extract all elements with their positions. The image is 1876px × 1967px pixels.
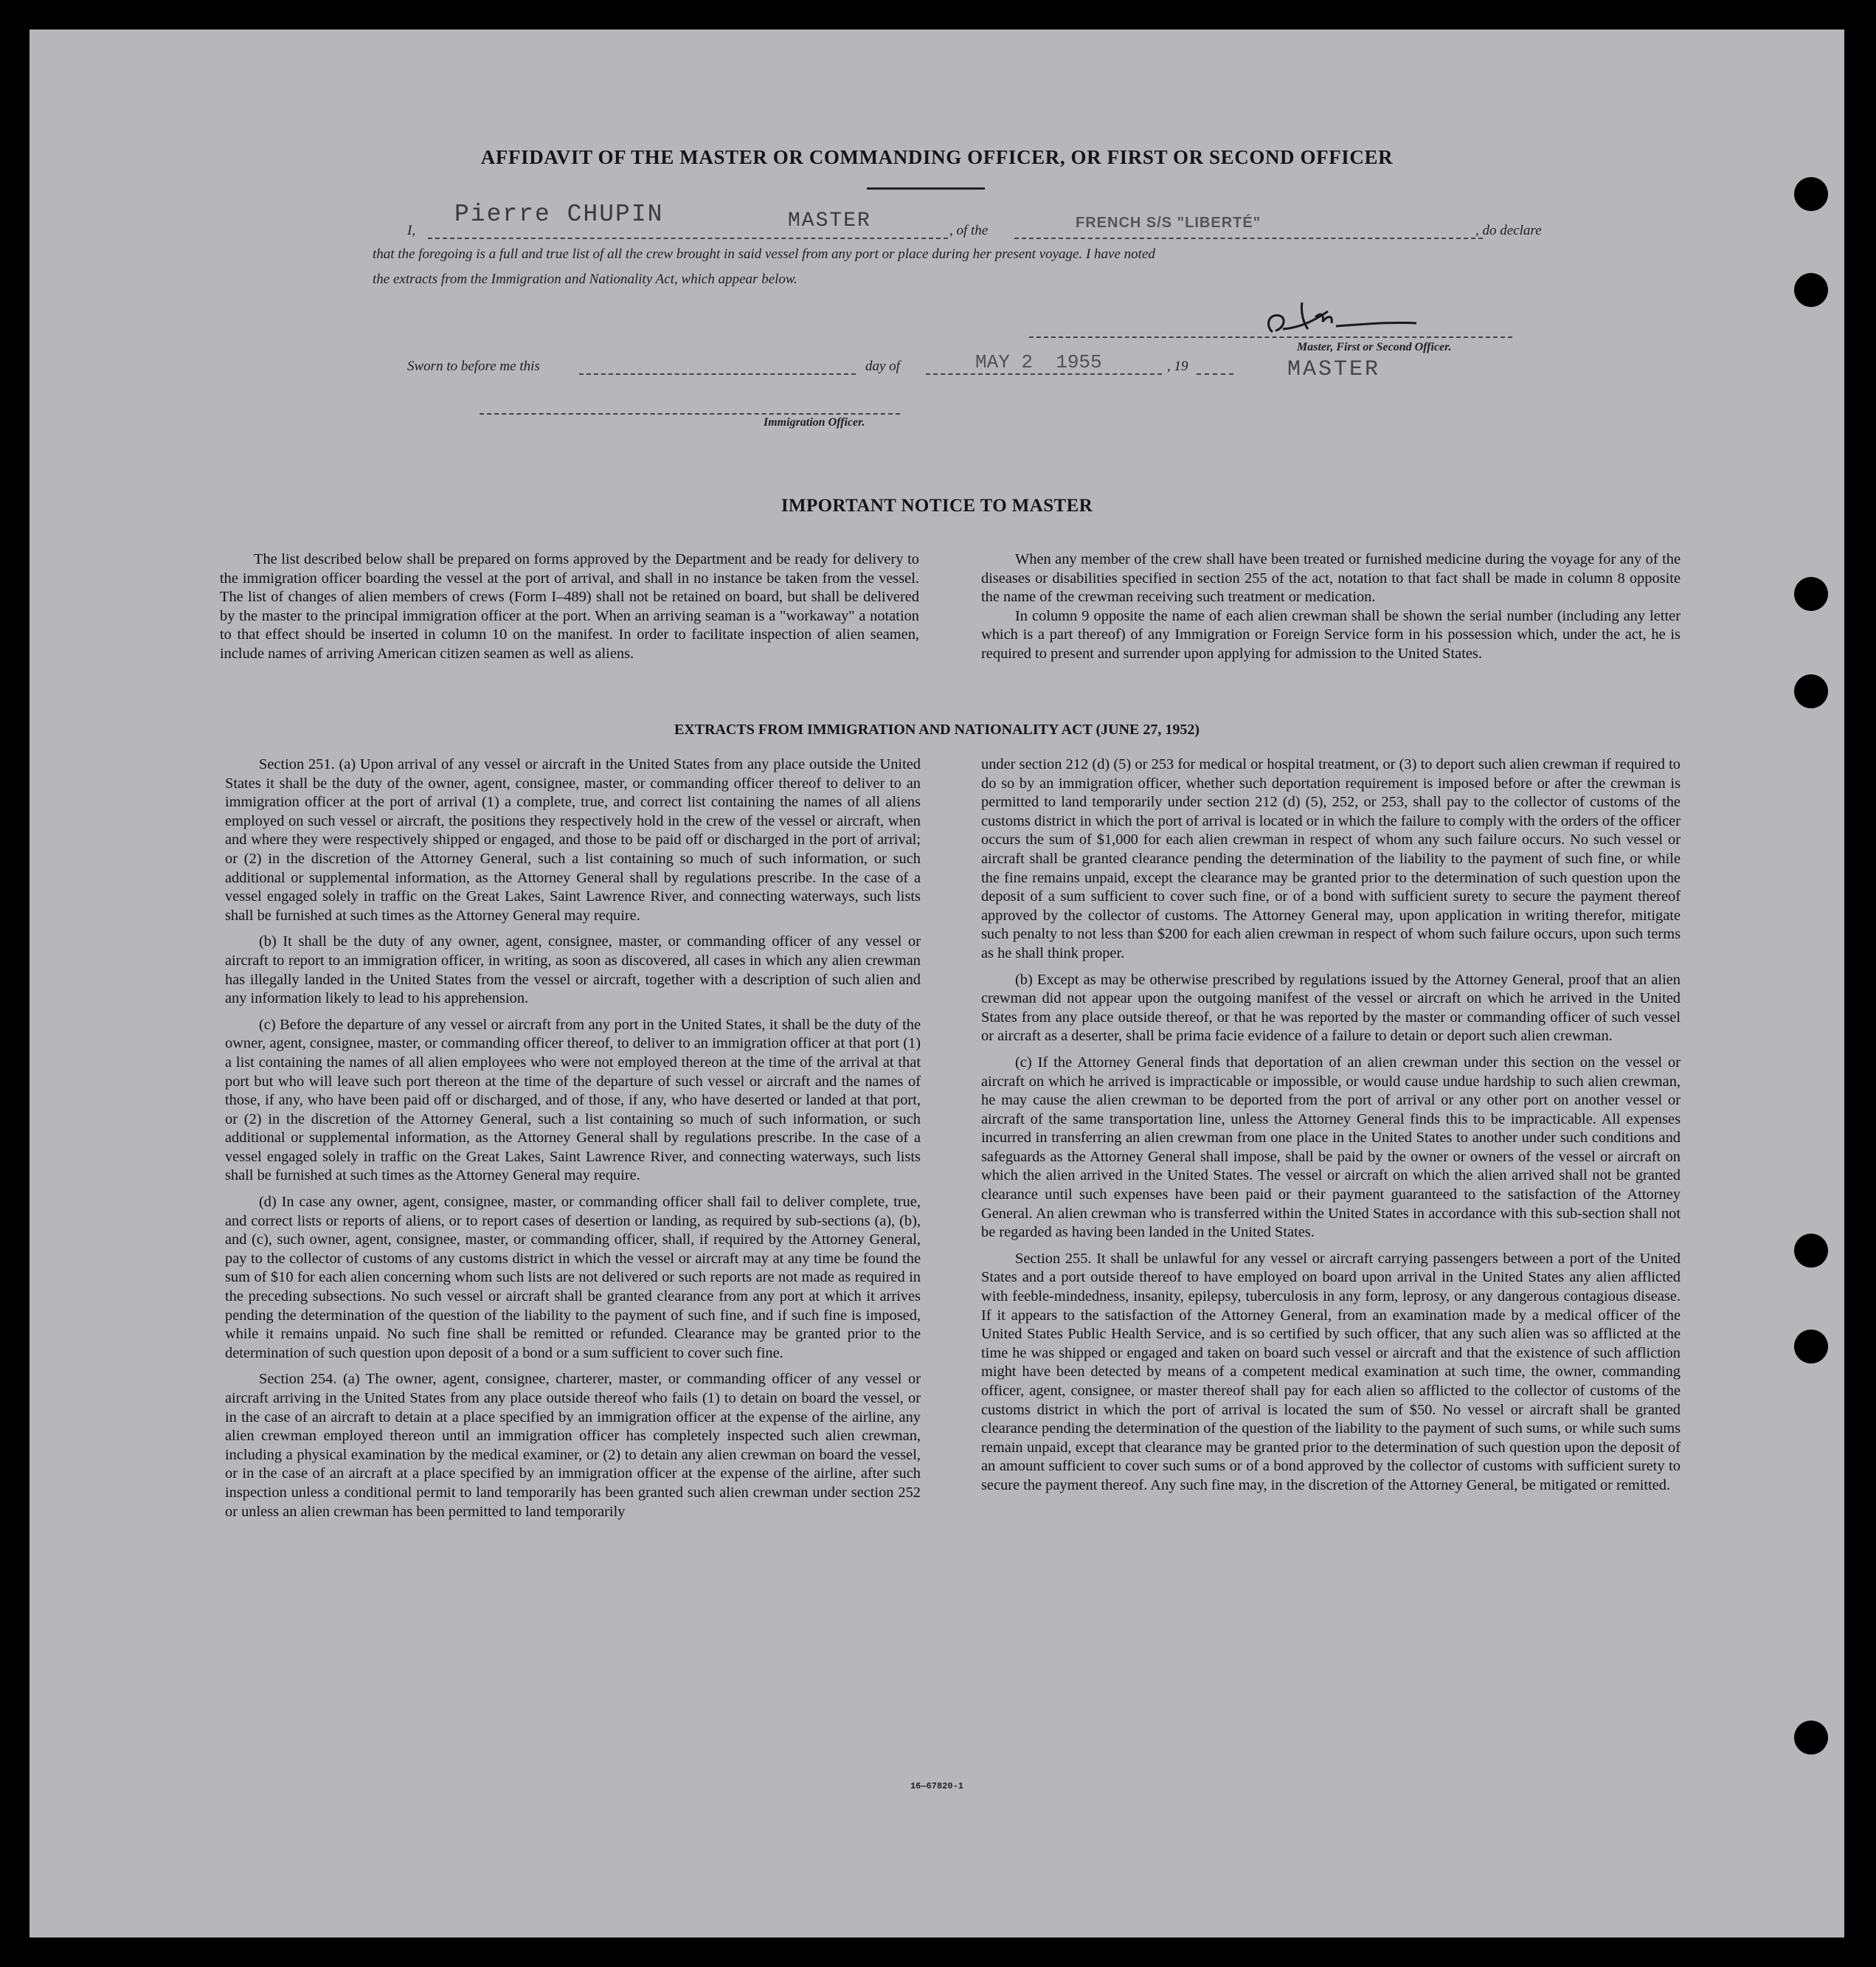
of-the-label: , of the [949, 223, 989, 238]
affidavit-i-label: I, [407, 223, 416, 238]
extract-paragraph: Section 251. (a) Upon arrival of any vessel or aircraft in the United States from any place outside the United States it shall be the duty of the owner, agent, consignee, master, or commanding officer thereof to deliver to an immigration officer at the port of arrival (1) a complete, true, and correct list containing the names of all aliens employed on such vessel or aircraft, the positions they respectively hold in the crew of the vessel or aircraft, when and where they were respectively shipped or engaged, and those to be paid off or discharged in the port of arrival; or (2) in the discretion of the Attorney General, such a list containing so much of such information, or such additional or supplemental information, as the Attorney General shall by regulations prescribe. In the case of a vessel engaged solely in traffic on the Great Lakes, Saint Lawrence River, and connecting waterways, such lists shall be furnished at such times as the Attorney General may require. [225, 756, 921, 924]
binder-hole [1794, 177, 1828, 211]
binder-hole [1794, 1330, 1828, 1363]
notice-paragraph: In column 9 opposite the name of each alien crewman shall be shown the serial number (including any letter which is a part thereof) of any Immigration or Foreign Service form in his possession which, under the act, he is required to present and surrender upon applying for admission to the United States. [981, 607, 1681, 662]
extract-paragraph: (d) In case any owner, agent, consignee, master, or commanding officer shall fail to deliver complete, true, and correct lists or reports of aliens, or to report cases of desertion or landing, as required by sub-sections (a), (b), and (c), such owner, agent, consignee, master, or commanding officer, shall, if required by the Attorney General, pay to the collector of customs of any customs district in which the vessel or aircraft may at any time be found the sum of $10 for each alien concerning whom such lists are not delivered or such reports are not made as required in the preceding subsections. No such vessel or aircraft shall be granted clearance from any port at which it arrives pending the determination of the question of the liability to the payment of such fine, and if such fine is imposed, while it remains unpaid. No such fine shall be remitted or refunded. Clearance may be granted prior to the determination of such question upon deposit of a bond or a sum sufficient to cover such fine. [225, 1194, 921, 1361]
extract-paragraph: Section 254. (a) The owner, agent, consignee, charterer, master, or commanding officer of any vessel or aircraft arriving in the United States from any place outside thereof who fails (1) to detain on board the vessel, or in the case of an aircraft to detain at a place specified by an immigration officer at the expense of the airline, any alien crewman employed thereon until an immigration officer has completely inspected such alien crewman, including a physical examination by the medical examiner, or (2) to detain any alien crewman on board the vessel, or in the case of an aircraft at a place specified by an immigration officer at the expense of the airline, after such inspection unless a conditional permit to land temporarily has been granted such alien crewman under section 252 or unless an alien crewman has been permitted to land temporarily [225, 1371, 921, 1520]
notice-paragraph: The list described below shall be prepared on forms approved by the Department and be ready for delivery to the immigration officer boarding the vessel at the port of arrival, and shall in no instance be taken from the vessel. The list of changes of alien members of crews (Form I–489) shall not be retained on board, but shall be delivered by the master to the principal immigration officer at the port. When an arriving seaman is a "workaway" a notation to that effect should be inserted in column 10 on the manifest. In order to facilitate inspection of alien seamen, include names of arriving American citizen seamen as well as aliens. [220, 551, 919, 662]
form-code: 16—67820-1 [910, 1781, 963, 1791]
notice-right-column [981, 550, 1681, 671]
extract-paragraph: (b) It shall be the duty of any owner, agent, consignee, master, or commanding officer of any vessel or aircraft to report to an immigration officer, in writing, as soon as discovered, all cases in which any alien crewman has illegally landed in the United States from the vessel or aircraft, together with a description of such alien and any information likely to lead to his apprehension. [225, 933, 921, 1007]
document-page [30, 30, 1844, 1937]
extract-paragraph: Section 255. It shall be unlawful for any vessel or aircraft carrying passengers between a port of the United States and a port outside thereof to have employed on board upon arrival in the United States any alien afflicted with feeble-mindedness, insanity, epilepsy, tuberculosis in any form, leprosy, or any dangerous contagious disease. If it appears to the satisfaction of the Attorney General, from an examination made by a medical officer of the United States Public Health Service, and is so certified by such officer, that any such alien was so afflicted at the time he was shipped or engaged and taken on board such vessel or aircraft and that the existence of such affliction might have been detected by means of a competent medical examination at such time, the owner, commanding officer, agent, consignee, or master thereof shall pay for each alien so afflicted to the collector of customs of the customs district in which the port of arrival is located the sum of $50. No vessel or aircraft shall be granted clearance pending the determination of the question of the liability to the payment of such sums, or while such sums remain unpaid, except that clearance may be granted prior to the determination of such question upon the deposit of an amount sufficient to cover such sums or of a bond approved by the collector of customs with sufficient surety to secure the payment thereof. Any such fine may, in the discretion of the Attorney General, be mitigated or remitted. [981, 1250, 1681, 1493]
extract-paragraph: (c) If the Attorney General finds that deportation of an alien crewman under this section on the vessel or aircraft on which he arrived is impracticable or impossible, or would cause undue hardship to such alien crewman, he may cause the alien crewman to be deported from the port of arrival or any other port on another vessel or aircraft of the same transportation line, unless the Attorney General finds this to be impracticable. All expenses incurred in transferring an alien crewman from one place in the United States to another under such conditions and safeguards as the Attorney General shall impose, shall be paid by the owner or owners of the vessel or aircraft on which the alien arrived in the United States. The vessel or aircraft on which the alien arrived shall not be granted clearance until such expenses have been paid or their payment guaranteed to the satisfaction of the Attorney General. An alien crewman who is transferred within the United States in accordance with this sub-section shall not be regarded as having been landed in the United States. [981, 1054, 1681, 1241]
notice-left-column [220, 550, 919, 671]
master-signature [1258, 297, 1427, 341]
sworn-date-blank [926, 373, 1162, 375]
notice-title: IMPORTANT NOTICE TO MASTER [780, 496, 1093, 516]
sworn-day-blank [579, 373, 856, 375]
extract-paragraph: (c) Before the departure of any vessel or aircraft from any port in the United States, it shall be the duty of the owner, agent, consignee, master, or commanding officer thereof, to deliver to an immigration officer at that port (1) a list containing the names of all alien employees who were not employed thereon at the time of the arrival at that port but who will leave such port thereon at the time of the departure of such vessel or aircraft and the names of those, if any, who have been paid off or discharged, and of those, if any, who have deserted or landed at that port, or (2) in the discretion of the Attorney General, such a list containing so much of such information, or such additional or supplemental information, as the Attorney General shall by regulations prescribe. In the case of a vessel engaged solely in traffic on the Great Lakes, Saint Lawrence River, and connecting waterways, such lists shall be furnished at such times as the Attorney General may require. [225, 1016, 921, 1184]
vessel-blank [1014, 238, 1483, 239]
vessel-name: FRENCH S/S "LIBERTÉ" [1076, 215, 1261, 231]
immigration-officer-caption: Immigration Officer. [764, 416, 865, 429]
extracts-title: EXTRACTS FROM IMMIGRATION AND NATIONALITY ACT (JUNE 27, 1952) [674, 722, 1200, 738]
sworn-label: Sworn to before me this [407, 359, 540, 374]
binder-hole [1794, 674, 1828, 708]
binder-hole [1794, 577, 1828, 611]
year-19-label: , 19 [1167, 359, 1188, 374]
immigration-officer-blank [480, 413, 900, 415]
year-blank [1197, 373, 1233, 375]
declaration-line: the extracts from the Immigration and Nationality Act, which appear below. [373, 272, 797, 287]
master-rank: MASTER [788, 210, 871, 232]
name-blank [428, 238, 948, 239]
extract-paragraph: under section 212 (d) (5) or 253 for medical or hospital treatment, or (3) to deport such alien crewman if required to do so by an immigration officer, whether such deportation requirement is imposed before or after the crewman is permitted to land temporarily under section 212 (d) (5), 252, or 253, shall pay to the collector of customs of the customs district in which the port of arrival is located or in which the failure to comply with the orders of the officer occurs the sum of $1,000 for each alien crewman in respect of whom any such failure occurs. No such vessel or aircraft shall be granted clearance pending the determination of the liability to the payment of such fine, or while the fine remains unpaid, except the clearance may be granted prior to the determination of such question upon the deposit of a sum sufficient to cover such fine, or of a bond with sufficient surety to secure the payment thereof approved by the collector of customs. The Attorney General may, upon application in writing therefor, mitigate such penalty to not less than $200 for each alien crewman in respect of whom such failure occurs, upon such terms as he shall think proper. [981, 756, 1681, 961]
binder-hole [1794, 1234, 1828, 1268]
declaration-line: that the foregoing is a full and true list of all the crew brought in said vessel from any port or place during her present voyage. I have noted [373, 246, 1155, 262]
binder-hole [1794, 273, 1828, 307]
extracts-left-column [225, 756, 921, 1529]
do-declare-label: , do declare [1475, 223, 1542, 238]
master-name: Pierre CHUPIN [454, 201, 664, 228]
signature-rank-stamp: MASTER [1287, 357, 1381, 382]
day-of-label: day of [865, 359, 900, 374]
extracts-right-column [981, 756, 1681, 1503]
binder-hole [1794, 1721, 1828, 1755]
title-divider [867, 187, 985, 190]
signature-caption: Master, First or Second Officer. [1297, 341, 1452, 353]
sworn-date-stamp: MAY 2 1955 [975, 351, 1102, 373]
notice-paragraph: When any member of the crew shall have been treated or furnished medicine during the voyage for any of the diseases or disabilities specified in section 255 of the act, notation to that fact shall be made in column 8 opposite the name of the crewman receiving such treatment or medication. [981, 551, 1681, 606]
affidavit-title: AFFIDAVIT OF THE MASTER OR COMMANDING OFFICER, OR FIRST OR SECOND OFFICER [480, 146, 1394, 168]
extract-paragraph: (b) Except as may be otherwise prescribed by regulations issued by the Attorney General, proof that an alien crewman did not appear upon the outgoing manifest of the vessel or aircraft on which he arrived in the United States from any place outside thereof, or that he was reported by the master or commanding officer of such vessel or aircraft as a deserter, shall be prima facie evidence of a failure to detain or deport such alien crewman. [981, 971, 1681, 1045]
signature-blank [1029, 336, 1512, 338]
